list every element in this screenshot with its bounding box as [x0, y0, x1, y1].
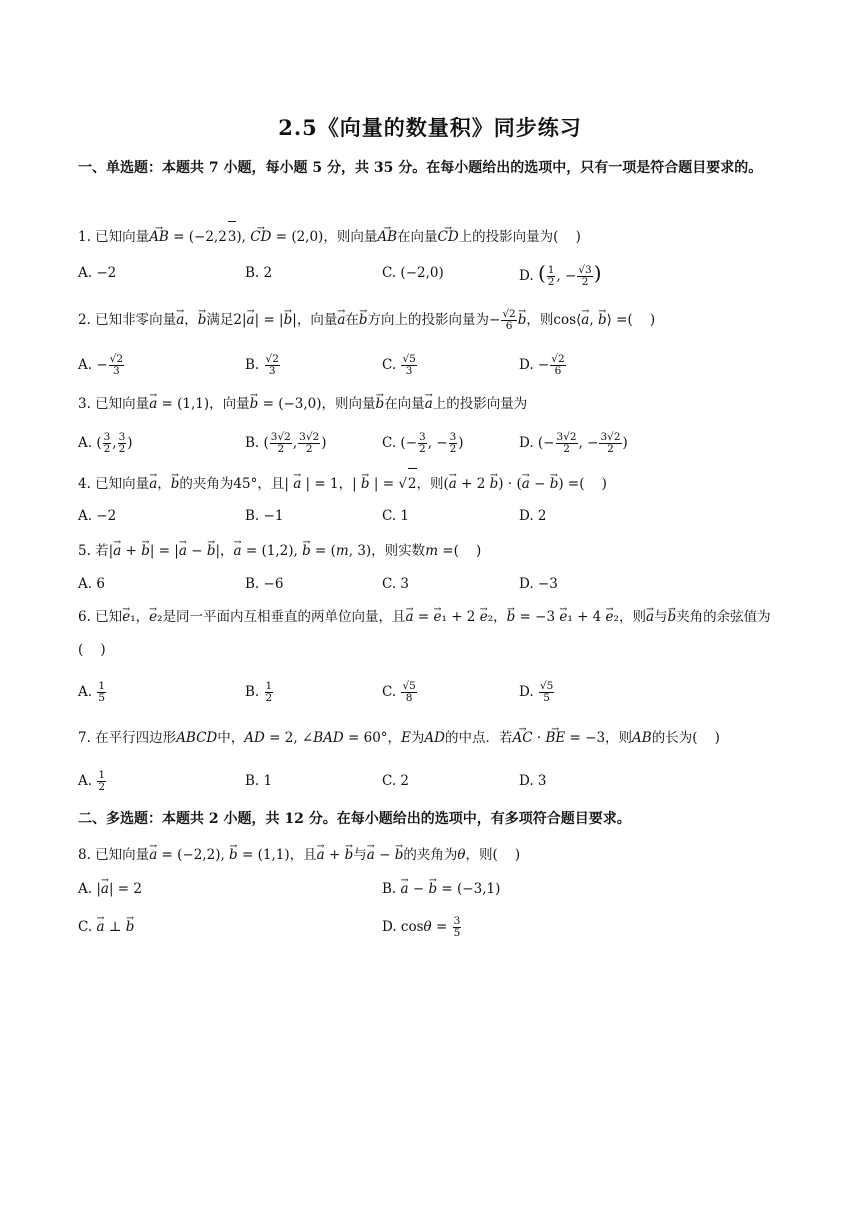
- option-a[interactable]: A. − $\frac{√2}{3}$: [78, 353, 124, 377]
- option-b[interactable]: B. ( $\frac{3√2}{2}$ , $\frac{3√2}{2}$ ): [245, 431, 327, 455]
- option-b[interactable]: B. $\frac{√2}{3}$: [245, 353, 279, 377]
- question-3-options: [78, 428, 790, 458]
- question-6: 6. 已知→ e₁，→ e₂是同一平面内互相垂直的两单位向量，且→ a = → e₁ + 2 → e₂，→ b = −3 → e₁ + 4 → e₂，则→ a与→ b夹角的余弦值为( ): [78, 601, 790, 667]
- question-4-options: [78, 501, 790, 531]
- page-title: 2.5《向量的数量积》同步练习: [278, 115, 582, 140]
- question-3: 3. 已知向量→ a = (1,1)，向量→ b = (−3,0)，则向量→ b在向量→ a上的投影向量为: [78, 389, 790, 419]
- question-1: 1. 已知向量→ AB = (−2,23), → CD = (2,0)，则向量→ AB在向量→ CD上的投影向量为( ): [78, 221, 790, 252]
- question-6-options: [78, 677, 790, 707]
- option-d[interactable]: D. −3: [519, 576, 558, 592]
- option-d[interactable]: D. (− $\frac{3√2}{2}$ , − $\frac{3√2}{2}$ ): [519, 431, 628, 455]
- question-8-options-row2: [78, 912, 790, 942]
- question-5: 5. 若|→ a + → b| = |→ a − → b|，→ a = (1,2), → b = (m, 3)，则实数m =( ): [78, 536, 790, 566]
- option-a[interactable]: A. −2: [78, 508, 117, 524]
- option-d[interactable]: D. $\frac{√5}{5}$: [519, 680, 554, 704]
- question-8: 8. 已知向量→ a = (−2,2), → b = (1,1)，且→ a + → b与→ a − → b的夹角为θ，则( ): [78, 840, 790, 870]
- question-1-options: [78, 258, 790, 288]
- question-number: 8.: [78, 847, 91, 863]
- option-b[interactable]: B. 1: [245, 773, 273, 789]
- option-d[interactable]: D. − $\frac{√2}{6}$: [519, 353, 565, 377]
- question-number: 1.: [78, 229, 91, 245]
- question-7: 7. 在平行四边形ABCD中，AD = 2, ∠BAD = 60°，E为AD的中点．若→ AC · → BE = −3，则AB的长为( ): [78, 723, 790, 753]
- section-multi-choice: 二、多选题：本题共 2 小题，共 12 分。在每小题给出的选项中，有多项符合题目要求。: [78, 811, 631, 827]
- option-c[interactable]: C. $\frac{√5}{3}$: [382, 353, 416, 377]
- option-b[interactable]: B. −6: [245, 576, 284, 592]
- question-8-options-row1: [78, 874, 790, 904]
- option-b[interactable]: B. 2: [245, 265, 273, 281]
- question-4: 4. 已知向量→ a，→ b的夹角为45°，且| → a | = 1，| → b | = √2，则(→ a + 2 → b) · (→ a − → b) =( ): [78, 468, 790, 499]
- option-b[interactable]: B. −1: [245, 508, 284, 524]
- option-d[interactable]: D. 3: [519, 773, 547, 789]
- option-a[interactable]: A. −2: [78, 265, 117, 281]
- question-number: 4.: [78, 476, 91, 492]
- section-single-choice: 一、单选题：本题共 7 小题，每小题 5 分，共 35 分。在每小题给出的选项中，只有一项是符合题目要求的。: [78, 160, 763, 176]
- option-c[interactable]: C. 2: [382, 773, 410, 789]
- option-b[interactable]: B. → a − → b = (−3,1): [382, 874, 500, 904]
- option-d[interactable]: D. 2: [519, 508, 547, 524]
- option-c[interactable]: C. 3: [382, 576, 410, 592]
- question-number: 3.: [78, 396, 91, 412]
- question-2: 2. 已知非零向量→ a，→ b满足2|→ a| = |→ b|，向量→ a在→ b方向上的投影向量为− $\frac{√2}{6}$ → b，则cos⟨→ a, → b⟩ =( ): [78, 305, 790, 335]
- question-number: 5.: [78, 543, 91, 559]
- option-a[interactable]: A. |→ a| = 2: [78, 874, 142, 904]
- option-a[interactable]: A. $\frac{1}{5}$: [78, 680, 106, 704]
- question-number: 6.: [78, 609, 91, 625]
- option-a[interactable]: A. 6: [78, 576, 105, 592]
- question-number: 7.: [78, 730, 91, 746]
- option-b[interactable]: B. $\frac{1}{2}$: [245, 680, 273, 704]
- option-c[interactable]: C. (− $\frac{3}{2}$ , − $\frac{3}{2}$ ): [382, 431, 464, 455]
- question-7-options: [78, 766, 790, 796]
- option-d[interactable]: D. ( $\frac{1}{2}$ , − $\frac{√3}{2}$ ): [519, 261, 602, 288]
- option-d[interactable]: D. cosθ = $\frac{3}{5}$: [382, 915, 461, 939]
- option-c[interactable]: C. $\frac{√5}{8}$: [382, 680, 416, 704]
- option-c[interactable]: C. (−2,0): [382, 265, 444, 281]
- option-c[interactable]: C. → a ⊥ → b: [78, 912, 134, 942]
- question-number: 2.: [78, 312, 91, 328]
- question-2-options: [78, 350, 790, 380]
- option-c[interactable]: C. 1: [382, 508, 410, 524]
- option-a[interactable]: A. $\frac{1}{2}$: [78, 769, 106, 793]
- option-a[interactable]: A. ( $\frac{3}{2}$ , $\frac{3}{2}$ ): [78, 431, 133, 455]
